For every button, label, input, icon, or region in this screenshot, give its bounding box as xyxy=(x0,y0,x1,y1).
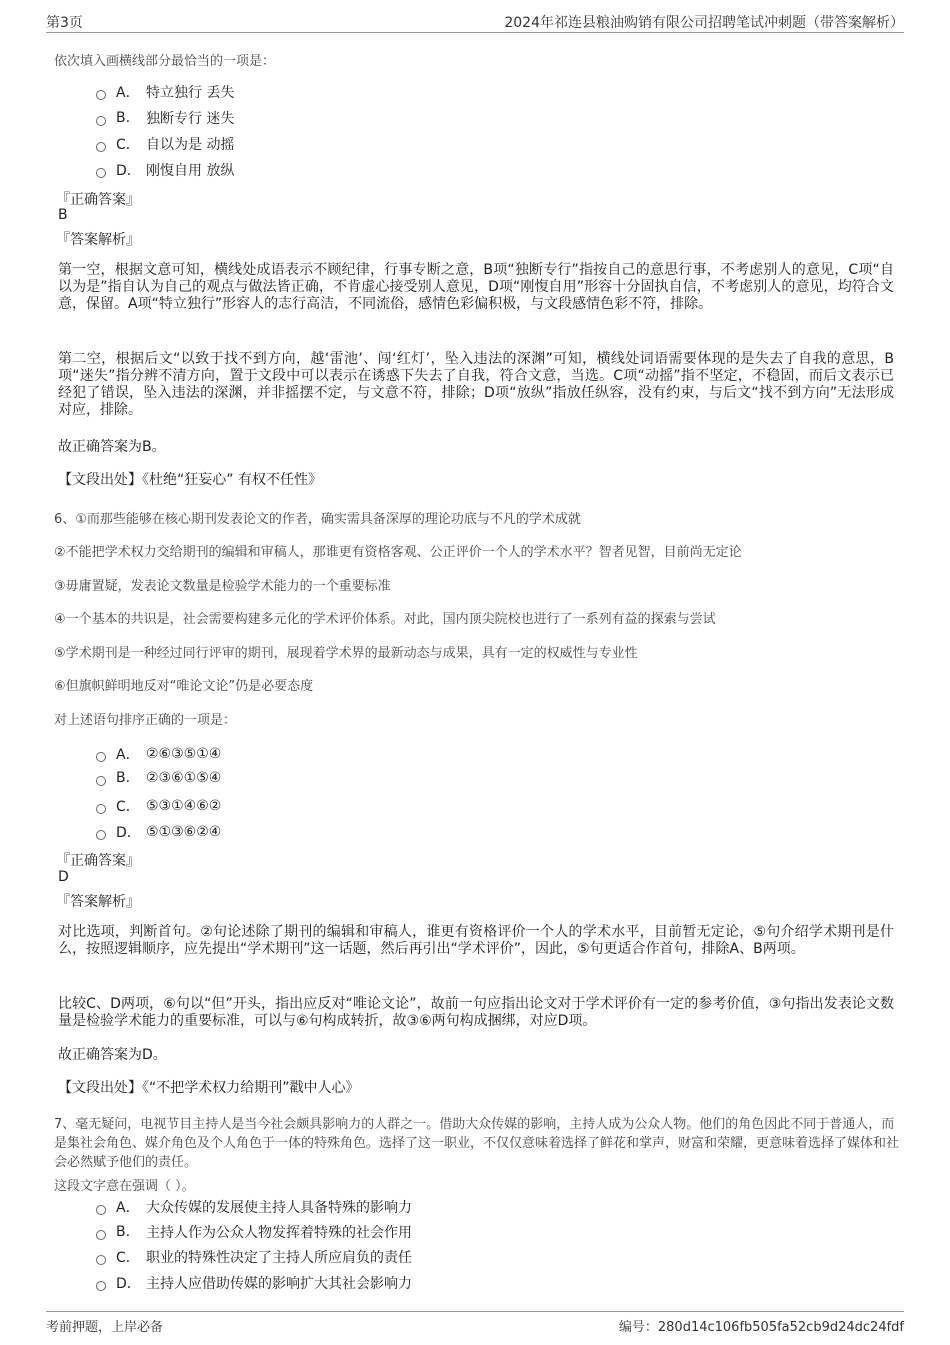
q6-option-d[interactable] xyxy=(96,822,221,842)
q6-sentence-5: ⑤学术期刊是一种经过同行评审的期刊，展现着学术界的最新动态与成果，具有一定的权威性与专业性 xyxy=(54,646,638,661)
radio-icon[interactable] xyxy=(96,1230,106,1240)
option-letter: B. xyxy=(116,1224,131,1240)
option-text: ⑤③①④⑥② xyxy=(146,798,222,814)
q5-option-a[interactable] xyxy=(96,82,234,102)
option-letter: C． xyxy=(116,137,140,153)
option-letter: A． xyxy=(116,85,140,101)
q6-sentence-3: ③毋庸置疑，发表论文数量是检验学术能力的一个重要标准 xyxy=(54,579,391,594)
option-text: 职业的特殊性决定了主持人所应肩负的责任 xyxy=(146,1250,412,1266)
option-text: 主持人作为公众人物发挥着特殊的社会作用 xyxy=(146,1225,412,1241)
q5-option-d[interactable] xyxy=(96,160,234,180)
radio-icon[interactable] xyxy=(96,804,106,814)
q5-analysis-label: 『答案解析』 xyxy=(56,232,140,248)
option-text: ②③⑥①⑤④ xyxy=(146,770,222,786)
header-divider xyxy=(46,32,904,33)
option-letter: A． xyxy=(116,1200,140,1216)
radio-icon[interactable] xyxy=(96,168,106,178)
radio-icon[interactable] xyxy=(96,1281,106,1291)
q6-option-b[interactable] xyxy=(96,770,221,786)
option-text: 特立独行 丢失 xyxy=(146,85,235,101)
footer-divider xyxy=(46,1311,904,1312)
page-number: 第3页 xyxy=(46,15,83,31)
q6-conclusion: 故正确答案为D。 xyxy=(58,1047,167,1063)
q5-source: 【文段出处】《杜绝“狂妄心” 有权不任性》 xyxy=(58,472,322,488)
q5-analysis-paragraph-1: 第一空，根据文意可知，横线处成语表示不顾纪律，行事专断之意，B项“独断专行”指按自己的意思行事，不考虑别人的意见，C项“自以为是”指自认为自己的观点与做法皆正确，不肯虚心接受别人意见，D项“刚愎自用”形容十分固执自信，不考虑别人的意见，均符合文意，保留。A项“特立独行”形容人的志行高洁，不同流俗，感情色彩偏积极，与文段感情色彩不符，排除。 xyxy=(58,262,894,312)
q6-analysis-paragraph-2: 比较C、D两项，⑥句以“但”开头，指出应反对“唯论文论”，故前一句应指出论文对于学术评价有一定的参考价值，③句指出发表论文数量是检验学术能力的重要标准，可以与⑥句构成转折，故③⑥两句构成捆绑，对应D项。 xyxy=(58,996,894,1029)
q6-option-c[interactable] xyxy=(96,796,221,816)
q6-answer-label: 『正确答案』 xyxy=(56,853,140,869)
radio-icon[interactable] xyxy=(96,752,106,762)
q6-prompt: 对上述语句排序正确的一项是： xyxy=(54,713,237,728)
q6-answer: D xyxy=(58,869,69,885)
q5-prompt: 依次填入画横线部分最恰当的一项是： xyxy=(54,54,276,69)
option-text: 刚愎自用 放纵 xyxy=(146,163,235,179)
option-letter: D． xyxy=(116,825,141,841)
q6-option-a[interactable] xyxy=(96,744,221,764)
q7-prompt: 这段文字意在强调（ ）。 xyxy=(54,1179,195,1194)
radio-icon[interactable] xyxy=(96,90,106,100)
q5-answer: B xyxy=(58,207,68,223)
q6-sentence-2: ②不能把学术权力交给期刊的编辑和审稿人，那谁更有资格客观、公正评价一个人的学术水平？智者见智，目前尚无定论 xyxy=(54,545,742,560)
radio-icon[interactable] xyxy=(96,1255,106,1265)
q6-sentence-4: ④一个基本的共识是，社会需要构建多元化的学术评价体系。对此，国内顶尖院校也进行了一系列有益的探索与尝试 xyxy=(54,612,716,627)
q6-analysis-label: 『答案解析』 xyxy=(56,894,140,910)
option-text: 主持人应借助传媒的影响扩大其社会影响力 xyxy=(146,1276,412,1292)
radio-icon[interactable] xyxy=(96,1205,106,1215)
option-letter: C． xyxy=(116,799,140,815)
q5-answer-label: 『正确答案』 xyxy=(56,192,140,208)
q6-analysis-paragraph-1: 对比选项，判断首句。②句论述除了期刊的编辑和审稿人，谁更有资格评价一个人的学术水平，目前暂无定论，⑤句介绍学术期刊是什么，按照逻辑顺序，应先提出“学术期刊”这一话题，然后再引出“学术评价”，因此，⑤句更适合作首句，排除A、B两项。 xyxy=(58,924,894,957)
option-letter: D． xyxy=(116,1276,141,1292)
q7-passage: 7、毫无疑问，电视节目主持人是当今社会颇具影响力的人群之一。借助大众传媒的影响，主持人成为公众人物。他们的角色因此不同于普通人，而是集社会角色、媒介角色及个人角色于一体的特殊角色。选择了这一职业，不仅仅意味着选择了鲜花和掌声，财富和荣耀，更意味着选择了媒体和社会必然赋予他们的责任。 xyxy=(54,1117,900,1170)
q5-option-c[interactable] xyxy=(96,134,234,154)
option-text: ⑤①③⑥②④ xyxy=(146,824,222,840)
q7-option-c[interactable] xyxy=(96,1247,412,1267)
option-text: ②⑥③⑤①④ xyxy=(146,746,222,762)
q5-analysis-paragraph-2: 第二空，根据后文“以致于找不到方向，越‘雷池’、闯‘红灯’，坠入违法的深渊”可知，横线处词语需要体现的是失去了自我的意思，B项“迷失”指分辨不清方向，置于文段中可以表示在诱惑下失去了自我，符合文意，当选。C项“动摇”指不坚定，不稳固，而后文表示已经犯了错误，坠入违法的深渊，并非摇摆不定，与文意不符，排除；D项“放纵”指放任纵容，没有约束，与后文“找不到方向”无法形成对应，排除。 xyxy=(58,351,894,418)
footer-slogan: 考前押题，上岸必备 xyxy=(46,1320,164,1335)
option-letter: D． xyxy=(116,163,141,179)
q7-option-d[interactable] xyxy=(96,1273,412,1293)
option-text: 独断专行 迷失 xyxy=(146,111,235,127)
option-text: 自以为是 动摇 xyxy=(146,137,235,153)
radio-icon[interactable] xyxy=(96,776,106,786)
q7-option-a[interactable] xyxy=(96,1197,412,1217)
document-title: 2024年祁连县粮油购销有限公司招聘笔试冲刺题（带答案解析） xyxy=(504,15,904,31)
radio-icon[interactable] xyxy=(96,116,106,126)
option-text: 大众传媒的发展使主持人具备特殊的影响力 xyxy=(146,1200,412,1216)
radio-icon[interactable] xyxy=(96,142,106,152)
option-letter: C． xyxy=(116,1250,140,1266)
option-letter: B. xyxy=(116,110,131,126)
option-letter: B. xyxy=(116,770,131,786)
q6-source: 【文段出处】《“不把学术权力给期刊”戳中人心》 xyxy=(58,1080,360,1096)
radio-icon[interactable] xyxy=(96,830,106,840)
q6-sentence-1: 6、①而那些能够在核心期刊发表论文的作者，确实需具备深厚的理论功底与不凡的学术成就 xyxy=(54,512,581,527)
q7-option-b[interactable] xyxy=(96,1222,412,1242)
q6-sentence-6: ⑥但旗帜鲜明地反对“唯论文论”仍是必要态度 xyxy=(54,679,314,694)
option-letter: A． xyxy=(116,747,140,763)
q5-conclusion: 故正确答案为B。 xyxy=(58,439,166,455)
document-code: 编号：280d14c106fb505fa52cb9d24dc24fdf xyxy=(618,1320,904,1335)
q5-option-b[interactable] xyxy=(96,108,234,128)
